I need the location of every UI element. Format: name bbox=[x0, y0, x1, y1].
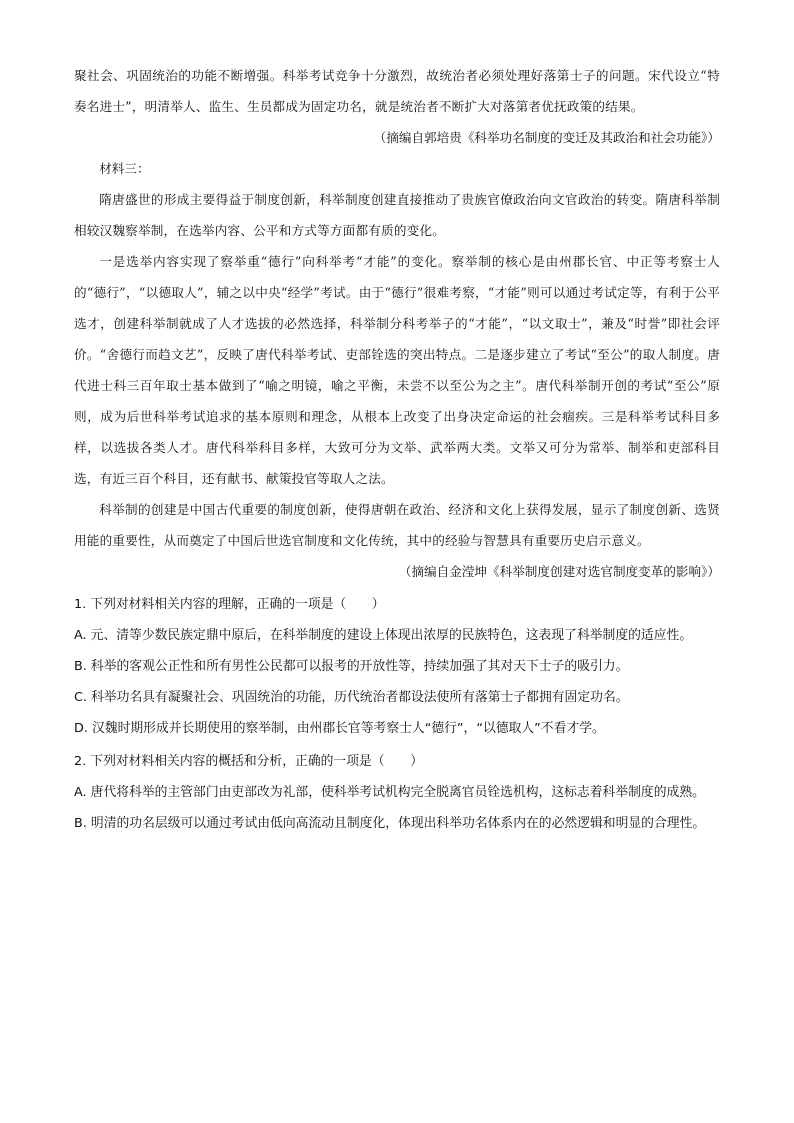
question-2-option-b: B. 明清的功名层级可以通过考试由低向高流动且制度化，体现出科举功名体系内在的必然逻辑和明显的合理性。 bbox=[74, 816, 706, 831]
question-1-option-c: C. 科举功名具有凝聚社会、巩固统治的功能，历代统治者都设法使所有落第士子都拥有固定功名。 bbox=[74, 690, 629, 705]
material2-source: （摘编自郭培贵《科举功名制度的变迁及其政治和社会功能》） bbox=[373, 130, 720, 145]
question-2-option-a: A. 唐代将科举的主管部门由吏部改为礼部，使科举考试机构完全脱离官员铨选机构，这标志着科举制度的成熟。 bbox=[74, 785, 705, 800]
question-2 bbox=[74, 746, 720, 839]
material3-label: 材料三： bbox=[99, 161, 150, 176]
material3-source: （摘编自金滢坤《科举制度创建对选官制度变革的影响》） bbox=[398, 564, 720, 579]
question-1-option-d: D. 汉魏时期形成并长期使用的察举制，由州郡长官等考察士人“德行”，“以德取人”不看才学。 bbox=[74, 721, 605, 736]
material3-paragraph-3: 科举制的创建是中国古代重要的制度创新，使得唐朝在政治、经济和文化上获得发展，显示了制度创新、选贤用能的重要性，从而奠定了中国后世选官制度和文化传统，其中的经验与智慧具有重要历史启示意义。 bbox=[74, 502, 720, 548]
question-1-stem: 1. 下列对材料相关内容的理解，正确的一项是（ ） bbox=[74, 597, 385, 612]
question-2-stem: 2. 下列对材料相关内容的概括和分析，正确的一项是（ ） bbox=[74, 754, 423, 769]
material3-paragraph-1: 隋唐盛世的形成主要得益于制度创新，科举制度创建直接推动了贵族官僚政治向文官政治的转变。隋唐科举制相较汉魏察举制，在选举内容、公平和方式等方面都有质的变化。 bbox=[74, 192, 720, 238]
question-1 bbox=[74, 589, 720, 744]
material3-paragraph-2: 一是选举内容实现了察举重“德行”向科举考“才能”的变化。察举制的核心是由州郡长官、中正等考察士人的“德行”，“以德取人”，辅之以中央“经学”考试。由于“德行”很难考察，“才能”则可以通过考试定等，有利于公平选才，创建科举制就成了人才选拔的必然选择，科举制分科考举子的“才能”，“以文取士”，兼及“时誉”即社会评价。“舍德行而趋文艺”，反映了唐代科举考试、吏部铨选的突出特点。二是逐步建立了考试“至公”的取人制度。唐代进士科三百年取士基本做到了“喻之明镜，喻之平衡，未尝不以至公为之主”。唐代科举制开创的考试“至公”原则，成为后世科举考试追求的基本原则和理念，从根本上改变了出身决定命运的社会痼疾。三是科举考试科目多样，以选拔各类人才。唐代科举科目多样，大致可分为文举、武举两大类。文举又可分为常举、制举和吏部科目选，有近三百个科目，还有献书、献策投官等取人之法。 bbox=[74, 254, 720, 486]
material2-tail-paragraph: 聚社会、巩固统治的功能不断增强。科举考试竞争十分激烈，故统治者必须处理好落第士子的问题。宋代设立“特奏名进士”，明清举人、监生、生员都成为固定功名，就是统治者不断扩大对落第者优抚政策的结果。 bbox=[74, 68, 720, 114]
question-1-option-a: A. 元、清等少数民族定鼎中原后，在科举制度的建设上体现出浓厚的民族特色，这表现了科举制度的适应性。 bbox=[74, 628, 693, 643]
document-page bbox=[74, 60, 720, 839]
question-1-option-b: B. 科举的客观公正性和所有男性公民都可以报考的开放性等，持续加强了其对天下士子的吸引力。 bbox=[74, 659, 629, 674]
